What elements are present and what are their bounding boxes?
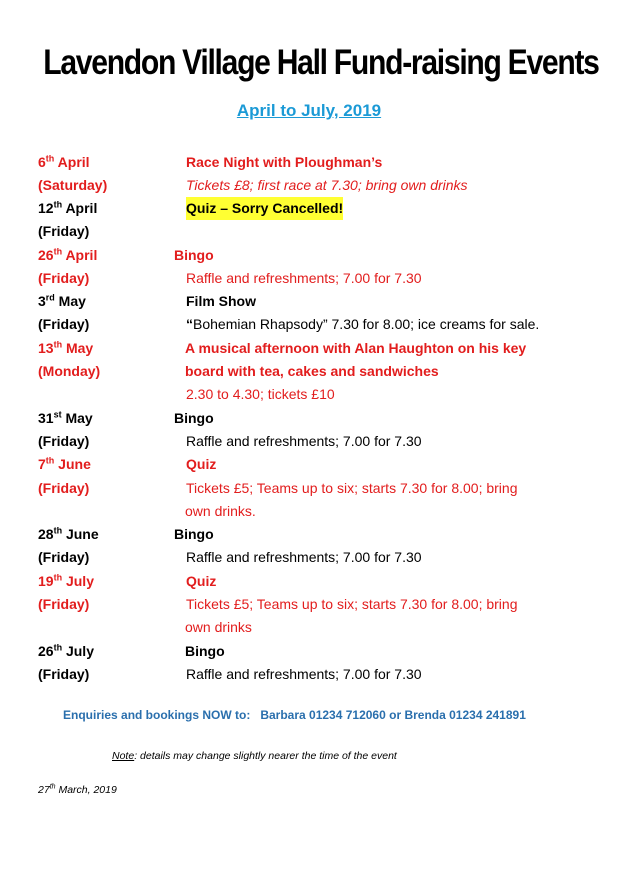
event-title: Quiz	[186, 456, 217, 472]
event-row	[38, 174, 598, 197]
event-date: 28th June	[38, 525, 99, 542]
event-details: Tickets £8; first race at 7.30; bring own drinks	[186, 177, 468, 193]
event-row	[38, 477, 598, 500]
event-details: Raffle and refreshments; 7.00 for 7.30	[186, 433, 422, 449]
event-row	[38, 290, 598, 313]
event-details: Raffle and refreshments; 7.00 for 7.30	[186, 549, 422, 565]
event-details-cont: own drinks	[185, 619, 252, 635]
event-row	[38, 244, 598, 267]
enquiries-line	[63, 708, 526, 722]
event-row	[38, 360, 598, 383]
event-day: (Saturday)	[38, 177, 108, 193]
note-text: : details may change slightly nearer the time of the event	[134, 750, 397, 762]
event-row	[38, 616, 598, 639]
event-details: “Bohemian Rhapsody” 7.30 for 8.00; ice creams for sale.	[186, 316, 540, 332]
event-row	[38, 383, 598, 406]
event-date: 6th April	[38, 153, 90, 170]
event-day: (Monday)	[38, 363, 101, 379]
event-details: Raffle and refreshments; 7.00 for 7.30	[186, 270, 422, 286]
event-row	[38, 546, 598, 569]
event-row	[38, 313, 598, 336]
note-line	[112, 750, 397, 762]
page-title: Lavendon Village Hall Fund-raising Events	[43, 43, 599, 82]
issue-date: 27th March, 2019	[38, 783, 117, 796]
event-row	[38, 570, 598, 593]
event-details: Tickets £5; Teams up to six; starts 7.30 for 8.00; bring	[186, 596, 518, 612]
note-label: Note	[112, 750, 135, 762]
event-row	[38, 593, 598, 616]
event-details-cont: own drinks.	[185, 503, 256, 519]
event-day: (Friday)	[38, 596, 90, 612]
enquiries-label: Enquiries and bookings NOW to:	[63, 708, 251, 722]
event-title: Race Night with Ploughman’s	[186, 154, 383, 170]
event-row	[38, 500, 598, 523]
event-date: 13th May	[38, 339, 94, 356]
event-row	[38, 267, 598, 290]
event-day: (Friday)	[38, 666, 90, 682]
event-day: (Friday)	[38, 480, 90, 496]
event-date: 3rd May	[38, 292, 86, 309]
event-title: Bingo	[174, 247, 214, 263]
event-day: (Friday)	[38, 223, 90, 239]
event-day: (Friday)	[38, 316, 90, 332]
event-row	[38, 151, 598, 174]
event-title: Quiz	[186, 573, 217, 589]
event-day: (Friday)	[38, 270, 90, 286]
event-title: Film Show	[186, 293, 256, 309]
event-title-cont: board with tea, cakes and sandwiches	[185, 363, 439, 379]
event-details: Tickets £5; Teams up to six; starts 7.30 for 8.00; bring	[186, 480, 518, 496]
event-date: 26th July	[38, 642, 94, 659]
event-details: 2.30 to 4.30; tickets £10	[186, 386, 335, 402]
event-title-cancelled: Quiz – Sorry Cancelled!	[186, 197, 343, 220]
event-title: Bingo	[174, 410, 214, 426]
event-date: 19th July	[38, 572, 94, 589]
event-row	[38, 453, 598, 476]
event-title: A musical afternoon with Alan Haughton on his key	[185, 340, 527, 356]
event-day: (Friday)	[38, 549, 90, 565]
event-row	[38, 220, 598, 243]
event-day: (Friday)	[38, 433, 90, 449]
event-date: 12th April	[38, 199, 98, 216]
event-row	[38, 663, 598, 686]
event-row	[38, 523, 598, 546]
event-title: Bingo	[174, 526, 214, 542]
event-row	[38, 197, 598, 220]
event-date: 31st May	[38, 409, 93, 426]
enquiries-contacts: Barbara 01234 712060 or Brenda 01234 241891	[260, 708, 526, 722]
event-date: 26th April	[38, 246, 98, 263]
event-row	[38, 337, 598, 360]
event-date: 7th June	[38, 455, 91, 472]
event-title: Bingo	[185, 643, 225, 659]
event-row	[38, 640, 598, 663]
page-subtitle: April to July, 2019	[236, 101, 382, 120]
event-details: Raffle and refreshments; 7.00 for 7.30	[186, 666, 422, 682]
event-row	[38, 430, 598, 453]
event-row	[38, 407, 598, 430]
